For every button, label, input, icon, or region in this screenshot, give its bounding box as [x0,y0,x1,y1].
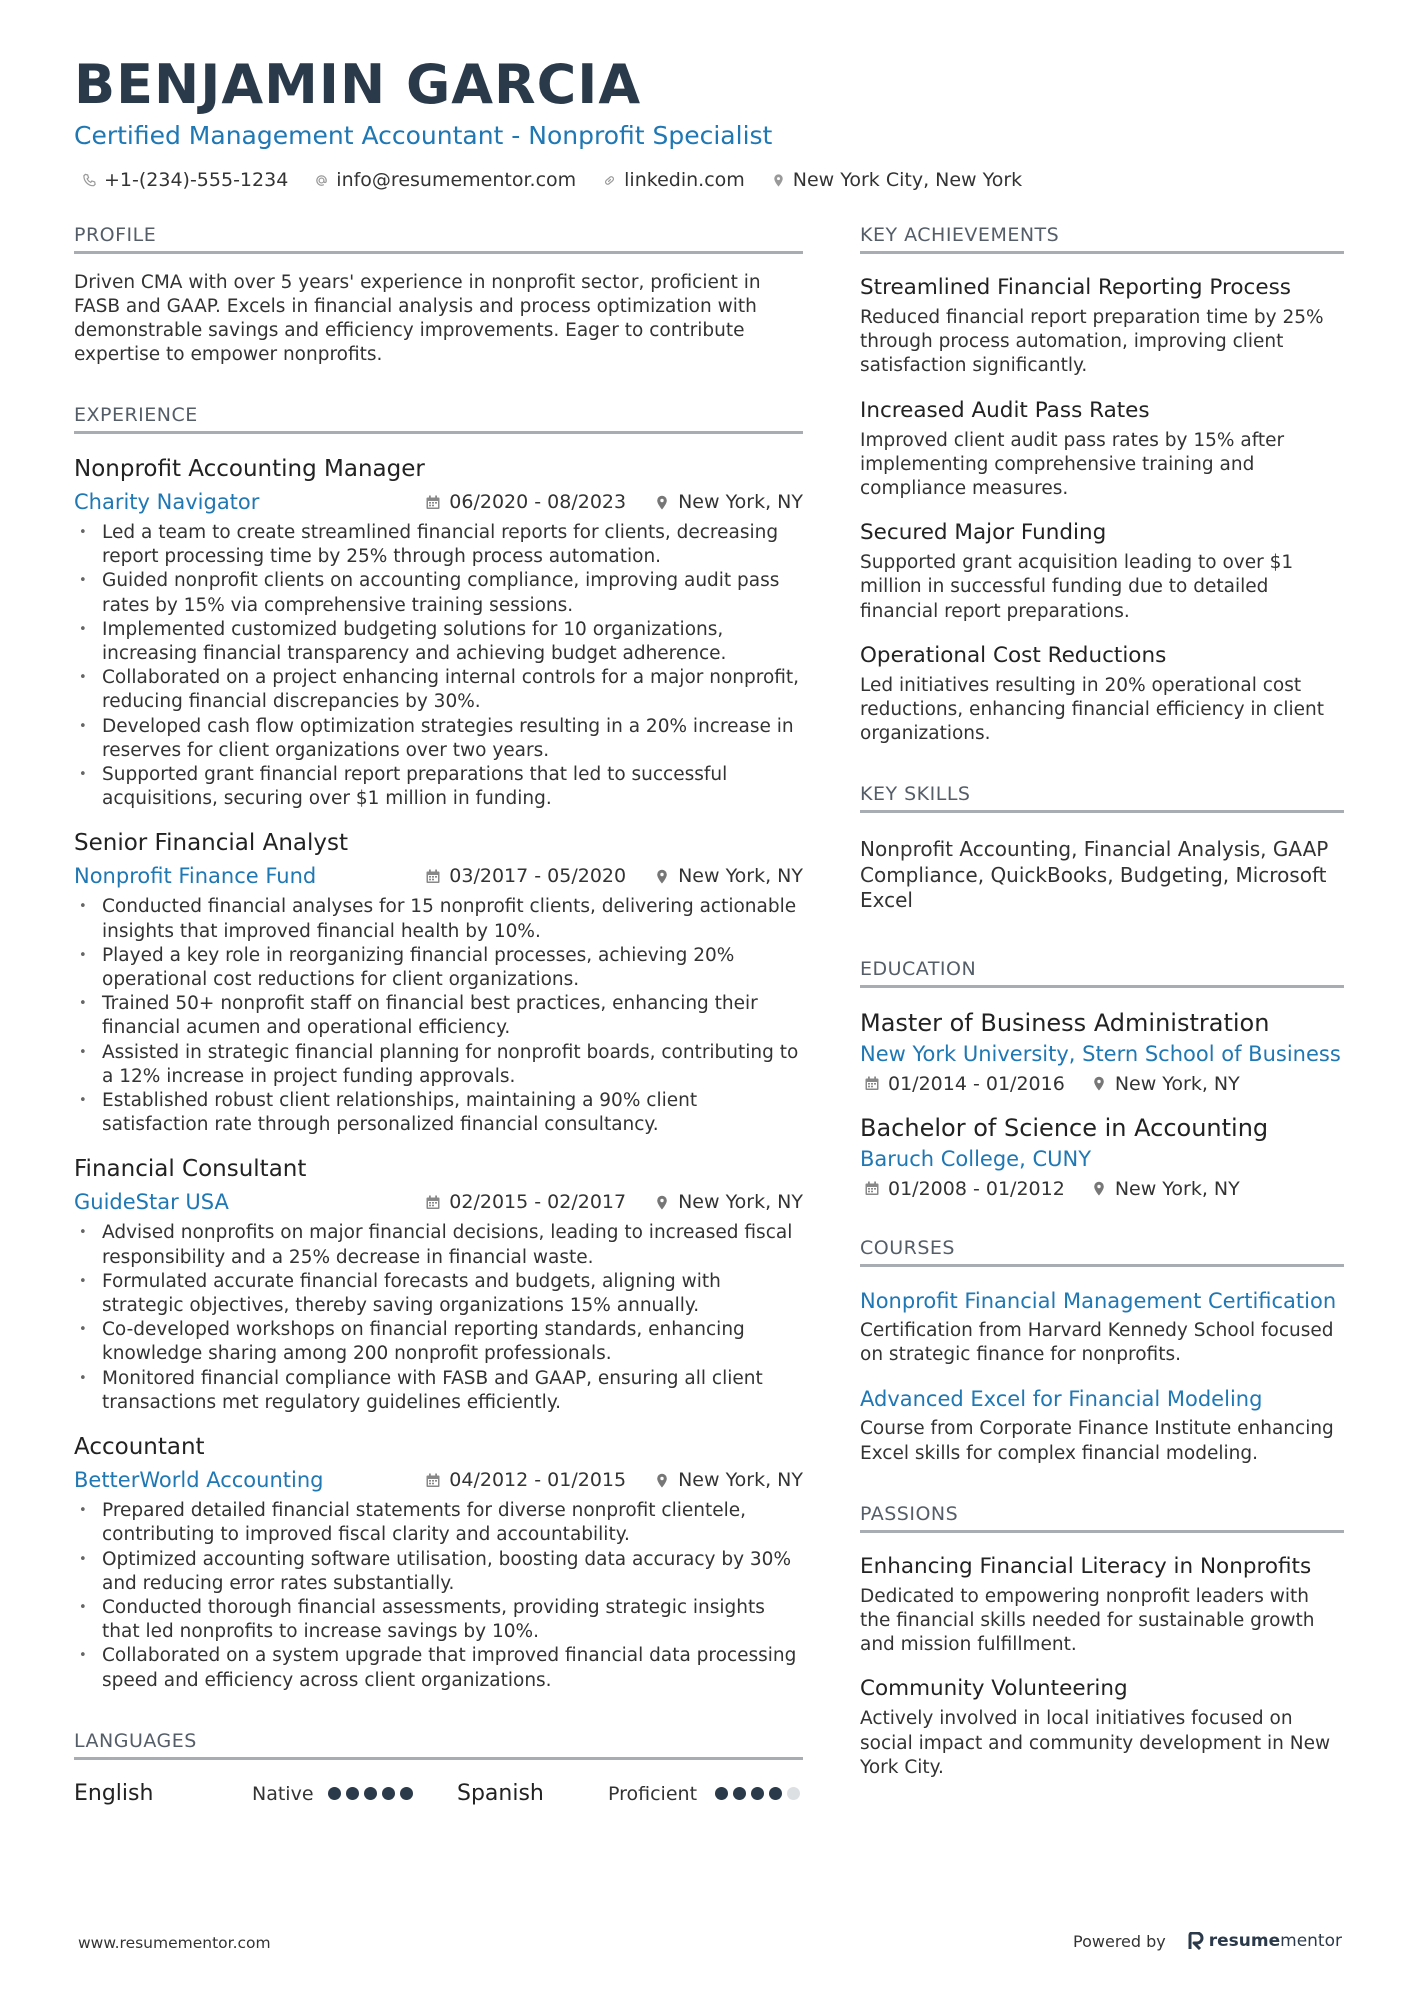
language-rating [715,1787,800,1800]
contact-email[interactable] [314,169,576,191]
achievement-desc: Improved client audit pass rates by 15% after implementing comprehensive training and compliance measures. [860,429,1285,500]
job-bullet: • Monitored financial compliance with FASB and GAAP, ensuring all client transactions met regulatory guidelines efficiently. [74,1367,803,1415]
calendar-icon [864,1180,880,1197]
language-level: Proficient [608,1782,698,1805]
location-pin-icon [1091,1075,1107,1092]
rating-dot [400,1787,413,1800]
achievement-item [860,519,1344,624]
left-column [74,224,803,1809]
contact-location [771,169,1022,191]
job-dates-text: 03/2017 - 05/2020 [449,865,627,888]
skills-heading: KEY SKILLS [860,783,1344,813]
education-meta [860,1073,1344,1095]
job-bullet: • Advised nonprofits on major financial decisions, leading to increased fiscal responsibility and a 25% decrease in financial waste. [74,1221,803,1269]
language-rating [328,1787,457,1800]
languages-heading: LANGUAGES [74,1730,803,1760]
education-meta [860,1178,1344,1200]
education-dates-text: 01/2014 - 01/2016 [888,1072,1065,1095]
language-name: Spanish [457,1781,544,1807]
contact-location-text: New York City, New York [792,169,1023,191]
achievement-item [860,274,1344,379]
job-bullet: • Co-developed workshops on financial reporting standards, enhancing knowledge sharing among 200 nonprofit professionals. [74,1318,803,1366]
rating-dot [715,1787,728,1800]
rating-dot [769,1787,782,1800]
experience-list [74,454,803,1693]
location-pin-icon [654,494,670,511]
passion-desc: Dedicated to empowering nonprofit leaders with the financial skills needed for sustainable growth and mission fulfillment. [860,1585,1315,1656]
profile-heading: PROFILE [74,224,803,254]
job-bullet: • Guided nonprofit clients on accounting compliance, improving audit pass rates by 15% via comprehensive training sessions. [74,569,803,617]
calendar-icon [864,1075,880,1092]
calendar-icon [425,868,441,885]
job-dates [425,865,626,887]
achievement-title: Increased Audit Pass Rates [860,397,1150,423]
passion-desc: Actively involved in local initiatives focused on social impact and community development in New York City. [860,1708,1331,1778]
achievement-desc: Led initiatives resulting in 20% operational cost reductions, enhancing financial efficiency in client organizations. [860,674,1324,745]
job-dates [425,1469,626,1491]
job-bullet: • Implemented customized budgeting solutions for 10 organizations, increasing financial transparency and achieving budget adherence. [74,618,803,666]
job-bullet: • Prepared detailed financial statements for diverse nonprofit clientele, contributing to improved fiscal clarity and accountability. [74,1499,803,1547]
location-pin-icon [654,1194,670,1211]
job-location [654,491,803,513]
contact-phone-text: +1-(234)-555-1234 [104,169,289,191]
job-bullet: • Optimized accounting software utilisation, boosting data accuracy by 30% and reducing error rates substantially. [74,1548,803,1596]
education-location [1091,1178,1240,1200]
courses-list [860,1287,1344,1466]
job-location-text: New York, NY [678,1191,803,1214]
job-title: Accountant [74,1434,205,1461]
footer-powered [1073,1931,1342,1951]
job-bullets [74,1499,803,1693]
job-meta [74,488,803,516]
rating-dot [751,1787,764,1800]
education-list [860,1008,1344,1200]
footer-website[interactable]: www.resumementor.com [78,1934,271,1952]
job-bullet: • Conducted thorough financial assessments, providing strategic insights that led nonprofits to increase savings by 10%. [74,1596,803,1644]
language-name: English [74,1781,154,1807]
job-location-text: New York, NY [678,865,803,888]
contact-email-text: info@resumementor.com [336,169,577,191]
education-dates-text: 01/2008 - 01/2012 [888,1177,1065,1200]
powered-by-label: Powered by [1073,1931,1166,1951]
job-bullets [74,1221,803,1415]
languages-row [74,1779,803,1809]
company-name: Nonprofit Finance Fund [74,864,317,889]
job-title: Financial Consultant [74,1156,307,1183]
education-heading: EDUCATION [860,958,1344,988]
job-bullet: • Trained 50+ nonprofit staff on financial best practices, enhancing their financial acumen and operational efficiency. [74,992,803,1040]
brand-bold: resume [1208,1931,1281,1951]
job-bullet: • Collaborated on a system upgrade that improved financial data processing speed and efficiency across client organizations. [74,1644,803,1692]
rating-dot [382,1787,395,1800]
passion-item [860,1553,1344,1658]
education-school: New York University, Stern School of Business [860,1041,1341,1066]
course-title: Advanced Excel for Financial Modeling [860,1387,1263,1412]
courses-heading: COURSES [860,1237,1344,1267]
resumementor-logo-icon [1188,1932,1204,1950]
job-bullet: • Formulated accurate financial forecasts and budgets, aligning with strategic objectives, thereby saving organizations 15% annually. [74,1270,803,1318]
achievement-desc: Reduced financial report preparation time by 25% through process automation, improving client satisfaction significantly. [860,307,1324,377]
calendar-icon [425,1472,441,1489]
at-icon [314,173,329,188]
job-meta [74,862,803,890]
experience-entry [74,828,803,1137]
job-dates [425,1191,626,1213]
job-bullets [74,521,803,811]
job-location [654,1191,803,1213]
job-location-text: New York, NY [678,1469,803,1492]
company-name: Charity Navigator [74,490,260,514]
contact-phone [82,169,288,191]
passions-heading: PASSIONS [860,1503,1344,1533]
education-location [1091,1073,1240,1095]
achievement-title: Operational Cost Reductions [860,642,1167,668]
achievements-heading: KEY ACHIEVEMENTS [860,224,1344,254]
education-school: Baruch College, CUNY [860,1146,1092,1171]
rating-dot [733,1787,746,1800]
passion-title: Enhancing Financial Literacy in Nonprofits [860,1553,1312,1579]
education-item [860,1008,1344,1095]
job-bullet: • Collaborated on a project enhancing internal controls for a major nonprofit, reducing financial discrepancies by 30%. [74,666,803,714]
rating-dot [364,1787,377,1800]
language-level: Native [252,1782,314,1805]
job-location [654,1469,803,1491]
phone-icon [82,173,97,188]
location-pin-icon [654,868,670,885]
calendar-icon [425,494,441,511]
education-degree: Master of Business Administration [860,1008,1270,1037]
job-dates-text: 06/2020 - 08/2023 [449,491,627,513]
job-dates-text: 04/2012 - 01/2015 [449,1469,627,1492]
job-location [654,865,803,887]
brand-logo[interactable] [1188,1931,1342,1951]
location-pin-icon [1091,1180,1107,1197]
job-bullet: • Conducted financial analyses for 15 nonprofit clients, delivering actionable insights that improved financial health by 10%. [74,895,803,943]
job-bullet: • Established robust client relationships, maintaining a 90% client satisfaction rate through personalized financial consultancy. [74,1089,803,1137]
achievement-title: Secured Major Funding [860,520,1107,546]
job-meta-right [425,865,803,887]
right-column [860,224,1344,1780]
job-bullet: • Developed cash flow optimization strategies resulting in a 20% increase in reserves for client organizations over two years. [74,715,803,763]
job-bullet: • Assisted in strategic financial planning for nonprofit boards, contributing to a 12% increase in project funding approvals. [74,1041,803,1089]
achievement-title: Streamlined Financial Reporting Process [860,275,1291,300]
skills-text: Nonprofit Accounting, Financial Analysis, GAAP Compliance, QuickBooks, Budgeting, Microsoft Excel [860,837,1329,913]
job-dates [425,491,626,513]
passions-list [860,1553,1344,1780]
contact-linkedin[interactable] [602,169,745,191]
contact-bar [82,169,1022,191]
job-title: Nonprofit Accounting Manager [74,456,425,482]
job-meta [74,1466,803,1494]
passion-title: Community Volunteering [860,1676,1128,1702]
rating-dot [346,1787,359,1800]
company-name: BetterWorld Accounting [74,1468,324,1493]
education-location-text: New York, NY [1114,1072,1240,1095]
job-bullet: • Led a team to create streamlined financial reports for clients, decreasing report processing time by 25% through process automation. [74,521,803,569]
company-name: GuideStar USA [74,1190,229,1215]
profile-text: Driven CMA with over 5 years' experience in nonprofit sector, proficient in FASB and GAAP. Excels in financial analysis and process optimization with demonstrable savings and efficiency improvements. Eager to contribute expertise to empower nonprofits. [74,272,761,365]
job-bullet: • Supported grant financial report preparations that led to successful acquisitions, securing over $1 million in funding. [74,763,803,811]
achievement-desc: Supported grant acquisition leading to over $1 million in successful funding due to detailed financial report preparations. [860,552,1294,622]
achievement-item [860,397,1344,502]
education-degree: Bachelor of Science in Accounting [860,1113,1269,1142]
experience-entry [74,1154,803,1415]
job-bullets [74,895,803,1137]
location-pin-icon [654,1472,670,1489]
job-meta-right [425,1191,803,1213]
course-desc: Course from Corporate Finance Institute enhancing Excel skills for complex financial modeling. [860,1418,1334,1464]
education-location-text: New York, NY [1114,1177,1240,1200]
job-dates-text: 02/2015 - 02/2017 [449,1191,627,1214]
rating-dot [328,1787,341,1800]
job-location-text: New York, NY [678,491,803,513]
job-meta-right [425,491,803,513]
education-dates [864,1178,1065,1200]
experience-heading: EXPERIENCE [74,404,803,434]
job-meta-right [425,1469,803,1491]
candidate-title: Certified Management Accountant - Nonprofit Specialist [74,121,773,150]
job-title: Senior Financial Analyst [74,830,348,857]
course-title: Nonprofit Financial Management Certification [860,1288,1337,1313]
calendar-icon [425,1194,441,1211]
passion-item [860,1675,1344,1780]
course-item [860,1385,1344,1465]
education-dates [864,1073,1065,1095]
experience-entry [74,454,803,811]
job-bullet: • Played a key role in reorganizing financial processes, achieving 20% operational cost reductions for client organizations. [74,944,803,992]
experience-entry [74,1432,803,1693]
job-meta [74,1188,803,1216]
candidate-name: BENJAMIN GARCIA [74,53,642,116]
course-item [860,1287,1344,1367]
rating-dot [787,1787,800,1800]
course-desc: Certification from Harvard Kennedy School focused on strategic finance for nonprofits. [860,1319,1334,1366]
brand-light: mentor [1280,1931,1342,1951]
achievements-list [860,274,1344,746]
link-icon [602,173,617,188]
contact-linkedin-text: linkedin.com [624,169,745,191]
location-pin-icon [771,173,786,188]
achievement-item [860,642,1344,747]
education-item [860,1113,1344,1200]
